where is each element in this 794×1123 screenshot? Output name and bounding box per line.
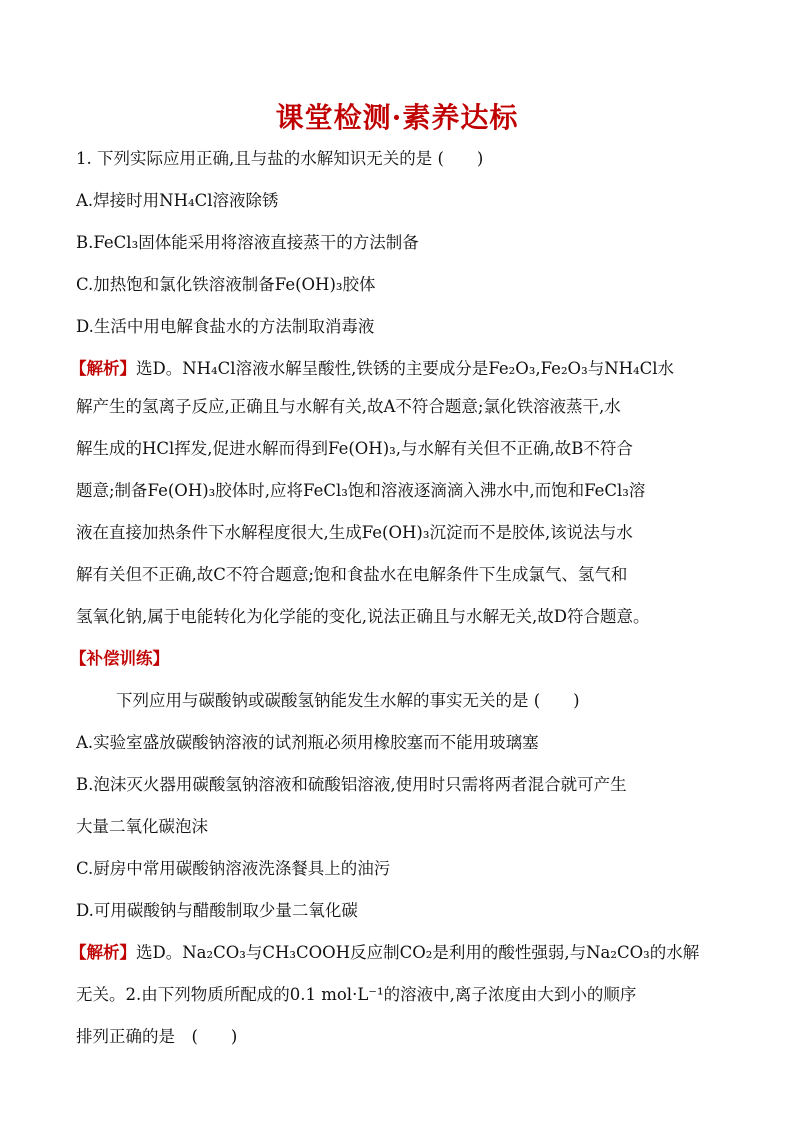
supplement-stem: 下列应用与碳酸钠或碳酸氢钠能发生水解的事实无关的是 ( ): [116, 691, 580, 710]
supplement-heading: 【补偿训练】: [70, 649, 169, 668]
supplement-option-a: A.实验室盛放碳酸钠溶液的试剂瓶必须用橡胶塞而不能用玻璃塞: [76, 733, 539, 752]
analysis-1-line-7: 氢氧化钠,属于电能转化为化学能的变化,说法正确且与水解无关,故D符合题意。: [76, 607, 650, 626]
question-1-stem: 1. 下列实际应用正确,且与盐的水解知识无关的是 ( ): [76, 149, 484, 168]
analysis-1-line-6: 解有关但不正确,故C不符合题意;饱和食盐水在电解条件下生成氯气、氢气和: [76, 565, 628, 584]
supplement-option-b-line-2: 大量二氧化碳泡沫: [76, 817, 208, 836]
analysis-1-line-2: 解产生的氢离子反应,正确且与水解有关,故A不符合题意;氯化铁溶液蒸干,水: [76, 397, 621, 416]
analysis-2-line-2: 无关。2.由下列物质所配成的0.1 mol·L⁻¹的溶液中,离子浓度由大到小的顺序: [76, 985, 637, 1004]
question-1-option-c: C.加热饱和氯化铁溶液制备Fe(OH)₃胶体: [76, 275, 376, 294]
analysis-1-line-1: 【解析】选D。NH₄Cl溶液水解呈酸性,铁锈的主要成分是Fe₂O₃,Fe₂O₃与NH₄Cl水: [70, 359, 675, 378]
analysis-1-tag: 【解析】: [70, 359, 136, 378]
analysis-1-line-3: 解生成的HCl挥发,促进水解而得到Fe(OH)₃,与水解有关但不正确,故B不符合: [76, 439, 633, 458]
page-title: 课堂检测·素养达标: [275, 101, 519, 134]
analysis-1-line-5: 液在直接加热条件下水解程度很大,生成Fe(OH)₃沉淀而不是胶体,该说法与水: [76, 523, 633, 542]
supplement-option-b-line-1: B.泡沫灭火器用碳酸氢钠溶液和硫酸铝溶液,使用时只需将两者混合就可产生: [76, 775, 627, 794]
analysis-2-line-3: 排列正确的是 ( ): [76, 1027, 238, 1046]
analysis-2-tag: 【解析】: [70, 943, 136, 962]
supplement-option-d: D.可用碳酸钠与醋酸制取少量二氧化碳: [76, 901, 358, 920]
question-1-option-a: A.焊接时用NH₄Cl溶液除锈: [76, 191, 279, 210]
question-1-option-b: B.FeCl₃固体能采用将溶液直接蒸干的方法制备: [76, 233, 419, 252]
analysis-2-line-1: 【解析】选D。Na₂CO₃与CH₃COOH反应制CO₂是利用的酸性强弱,与Na₂CO₃的水解: [70, 943, 700, 962]
question-1-option-d: D.生活中用电解食盐水的方法制取消毒液: [76, 317, 375, 336]
supplement-option-c: C.厨房中常用碳酸钠溶液洗涤餐具上的油污: [76, 859, 391, 878]
analysis-1-line-4: 题意;制备Fe(OH)₃胶体时,应将FeCl₃饱和溶液逐滴滴入沸水中,而饱和FeCl₃溶: [76, 481, 646, 500]
